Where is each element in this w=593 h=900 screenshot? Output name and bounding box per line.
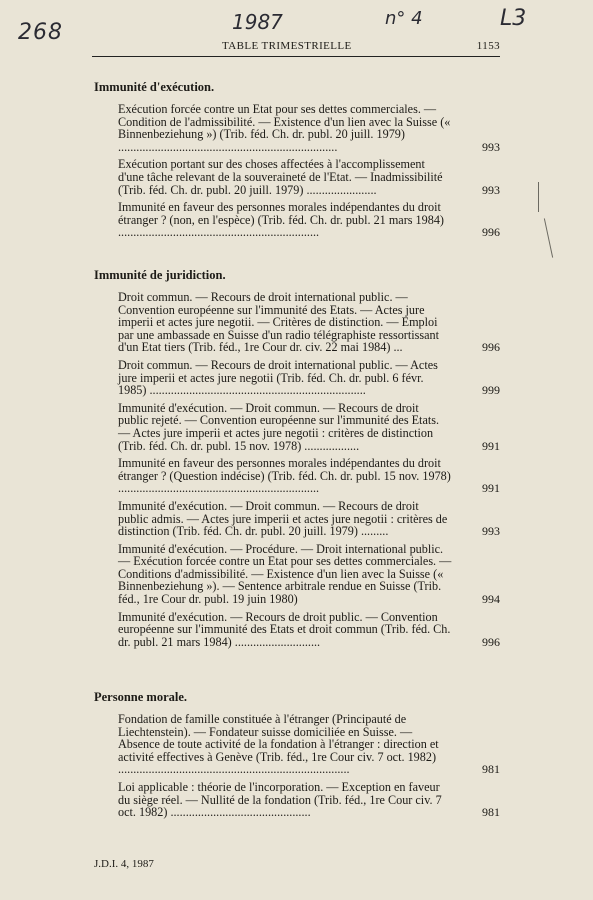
index-entry [94,500,502,538]
margin-mark [538,182,539,212]
index-entry [94,713,502,776]
entry-text: Immunité en faveur des personnes morales indépendantes du droit étranger ? (non, en l'espèce) (Trib. féd. Ch. dr. publ. 21 mars 1984) .................................................................. [118,200,444,240]
handwritten-annotation: 268 [18,20,63,45]
section-title: Immunité de juridiction. [94,268,226,282]
section-title: Personne morale. [94,690,188,704]
index-entry [94,457,502,495]
entry-text: Immunité d'exécution. — Droit commun. — Recours de droit public rejeté. — Convention européenne sur l'immunité des Etats. — Actes jure imperii et actes jure negotii : critères de distinction (Trib. féd. Ch. dr. publ. 15 nov. 1978) .................. [118,400,440,453]
page-number: 1153 [476,40,500,52]
page-reference: 996 [482,340,500,355]
margin-mark [544,218,553,257]
footer-citation: J.D.I. 4, 1987 [94,858,154,870]
entry-text: Droit commun. — Recours de droit international public. — Convention européenne sur l'immunité des Etats. — Actes jure imperii et actes jure negotii. — Critères de distinction. — Emploi par une ambassade en Suisse d'un radio télégraphiste ressortissant d'un Etat tiers (Trib. féd., 1re Cour dr. civ. 22 mai 1984) ... [118,290,440,355]
page-reference: 999 [482,383,500,398]
entry-text: Fondation de famille constituée à l'étranger (Principauté de Liechtenstein). — Fondateur suisse domiciliée en Suisse. — Absence de toute activité de la fondation à l'étranger : direction et activité effectives à Genève (Trib. féd., 1re Cour civ. 7 oct. 1982) ............................................................................ [118,712,439,777]
index-section [94,80,502,244]
index-section [94,268,502,653]
page-reference: 991 [482,481,500,496]
page-reference: 994 [482,592,500,607]
entry-text: Immunité d'exécution. — Procédure. — Droit international public. — Exécution forcée contre un Etat pour ses dettes commerciales. — Conditions d'admissibilité. — Existence d'un lien avec la Suisse (« Binnenbeziehung »). — Sentence arbitrale rendue en Suisse (Trib. féd., 1re Cour dr. publ. 19 juin 1980) [118,541,452,607]
page-reference: 996 [482,225,500,240]
header-title: TABLE TRIMESTRIELLE [222,40,352,52]
section-title: Immunité d'exécution. [94,80,215,94]
page-reference: 996 [482,634,500,649]
page-reference: 993 [482,524,500,539]
entry-text: Immunité d'exécution. — Droit commun. — Recours de droit public admis. — Actes jure imperii et actes jure negotii : critères de distinction (Trib. féd. Ch. dr. publ. 20 juill. 1979) ......... [118,498,448,539]
page-reference: 993 [482,182,500,197]
index-section [94,690,502,824]
index-entry [94,158,502,196]
page-reference: 981 [482,762,500,777]
entry-text: Exécution portant sur des choses affectées à l'accomplissement d'une tâche relevant de la souveraineté de l'Etat. — Inadmissibilité (Trib. féd. Ch. dr. publ. 20 juill. 1979) ....................... [118,157,443,197]
handwritten-annotation: 1987 [232,10,283,34]
index-entry [94,781,502,819]
entry-text: Exécution forcée contre un Etat pour ses dettes commerciales. — Condition de l'admissibilité. — Existence d'un lien avec la Suisse (« Binnenbeziehung ») (Trib. féd. Ch. dr. publ. 20 juill. 1979) ........................................................................ [118,102,451,154]
entry-text: Immunité en faveur des personnes morales indépendantes du droit étranger ? (Question indécise) (Trib. féd. Ch. dr. publ. 15 nov. 1978) .................................................................. [118,456,451,496]
index-entry [94,611,502,649]
handwritten-annotation: n° 4 [385,8,423,29]
index-entry [94,402,502,452]
index-entry [94,359,502,397]
handwritten-annotation: L3 [500,6,527,31]
index-entry [94,543,502,606]
page-reference: 993 [482,139,500,154]
page-reference: 981 [482,805,500,820]
index-entry [94,103,502,153]
entry-text: Loi applicable : théorie de l'incorporation. — Exception en faveur du siège réel. — Nullité de la fondation (Trib. féd., 1re Cour civ. 7 oct. 1982) .............................................. [118,779,442,820]
index-entry [94,291,502,354]
entry-text: Droit commun. — Recours de droit international public. — Actes jure imperii et actes jure negotii (Trib. féd. Ch. dr. publ. 6 févr. 1985) ....................................................................... [118,357,438,398]
entry-text: Immunité d'exécution. — Recours de droit public. — Convention européenne sur l'immunité des Etats et droit commun (Trib. féd. Ch. dr. publ. 21 mars 1984) ............................ [118,609,451,649]
index-entry [94,201,502,239]
page-reference: 991 [482,438,500,453]
header-rule [92,56,500,57]
